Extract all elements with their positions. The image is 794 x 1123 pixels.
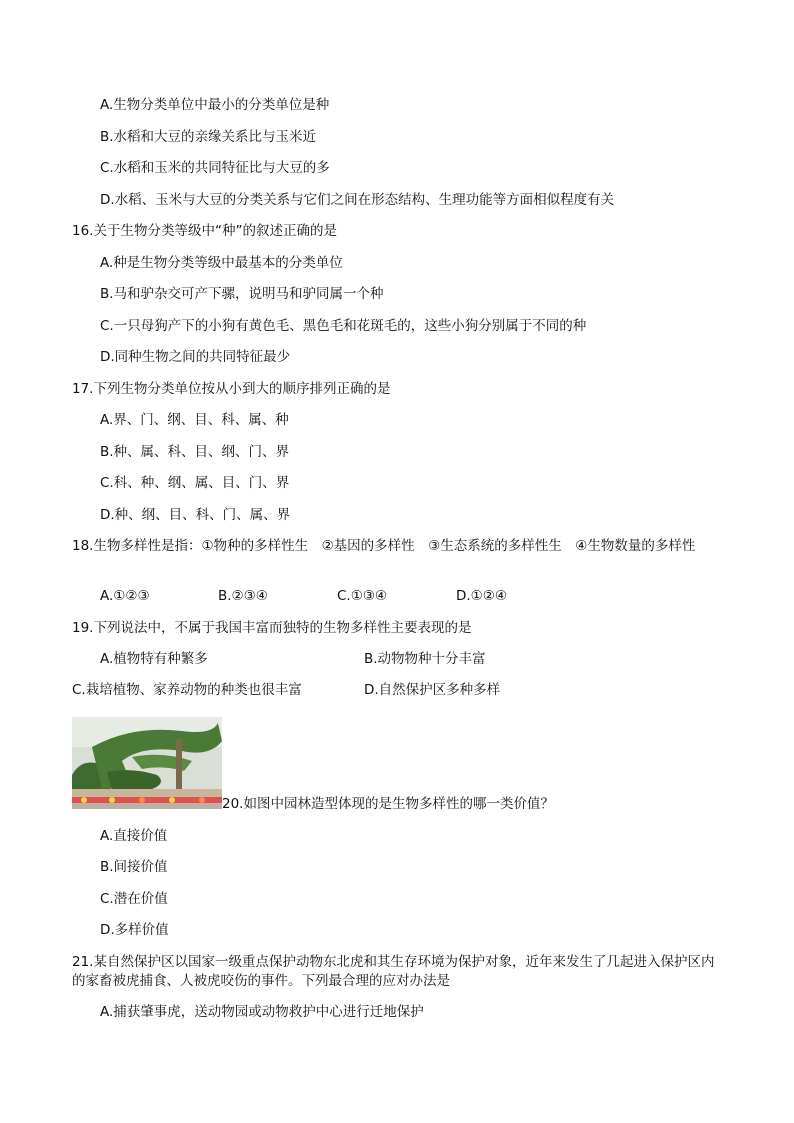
topiary-garden-photo (72, 717, 222, 809)
q20-stem: 20.如图中园林造型体现的是生物多样性的哪一类价值？ (222, 796, 554, 812)
q19-option-d: D.自然保护区多种多样 (364, 682, 501, 698)
q16-option-a: A.种是生物分类等级中最基本的分类单位 (100, 255, 343, 271)
q19-option-a: A.植物特有种繁多 (100, 651, 208, 667)
q20-option-c: C.潜在价值 (100, 891, 168, 907)
q18-option-c: C.①③④ (337, 588, 388, 604)
q17-stem: 17.下列生物分类单位按从小到大的顺序排列正确的是 (72, 381, 391, 397)
q17-option-a: A.界、门、纲、目、科、属、种 (100, 412, 289, 428)
q20-option-d: D.多样价值 (100, 922, 169, 938)
q21-option-a: A.捕获肇事虎，送动物园或动物救护中心进行迁地保护 (100, 1004, 424, 1020)
q19-option-c: C.栽培植物、家养动物的种类也很丰富 (72, 682, 302, 698)
q19-stem: 19.下列说法中，不属于我国丰富而独特的生物多样性主要表现的是 (72, 620, 472, 636)
q18-stem: 18.生物多样性是指：①物种的多样性生 ②基因的多样性 ③生态系统的多样性生 ④生物数量的多样性 (72, 538, 696, 554)
q20-option-a: A.直接价值 (100, 828, 168, 844)
q21-stem: 21.某自然保护区以国家一级重点保护动物东北虎和其生存环境为保护对象，近年来发生了几起进入保护区内的家畜被虎捕食、人被虎咬伤的事件。下列最合理的应对办法是 (72, 954, 715, 989)
q15-option-a: A.生物分类单位中最小的分类单位是种 (100, 97, 330, 113)
q16-stem: 16.关于生物分类等级中“种”的叙述正确的是 (72, 223, 337, 239)
q19-option-b: B.动物物种十分丰富 (364, 651, 486, 667)
q17-option-c: C.科、种、纲、属、目、门、界 (100, 475, 290, 491)
q16-option-d: D.同种生物之间的共同特征最少 (100, 349, 291, 365)
q16-option-b: B.马和驴杂交可产下骡，说明马和驴同属一个种 (100, 286, 384, 302)
q15-option-b: B.水稻和大豆的亲缘关系比与玉米近 (100, 129, 317, 145)
q18-option-a: A.①②③ (100, 588, 150, 604)
q20-option-b: B.间接价值 (100, 859, 168, 875)
q18-option-b: B.②③④ (218, 588, 268, 604)
q16-option-c: C.一只母狗产下的小狗有黄色毛、黑色毛和花斑毛的，这些小狗分别属于不同的种 (100, 318, 587, 334)
q15-option-c: C.水稻和玉米的共同特征比与大豆的多 (100, 160, 330, 176)
q18-option-d: D.①②④ (456, 588, 507, 604)
q17-option-d: D.种、纲、目、科、门、属、界 (100, 507, 291, 523)
q17-option-b: B.种、属、科、目、纲、门、界 (100, 444, 290, 460)
q15-option-d: D.水稻、玉米与大豆的分类关系与它们之间在形态结构、生理功能等方面相似程度有关 (100, 192, 615, 208)
